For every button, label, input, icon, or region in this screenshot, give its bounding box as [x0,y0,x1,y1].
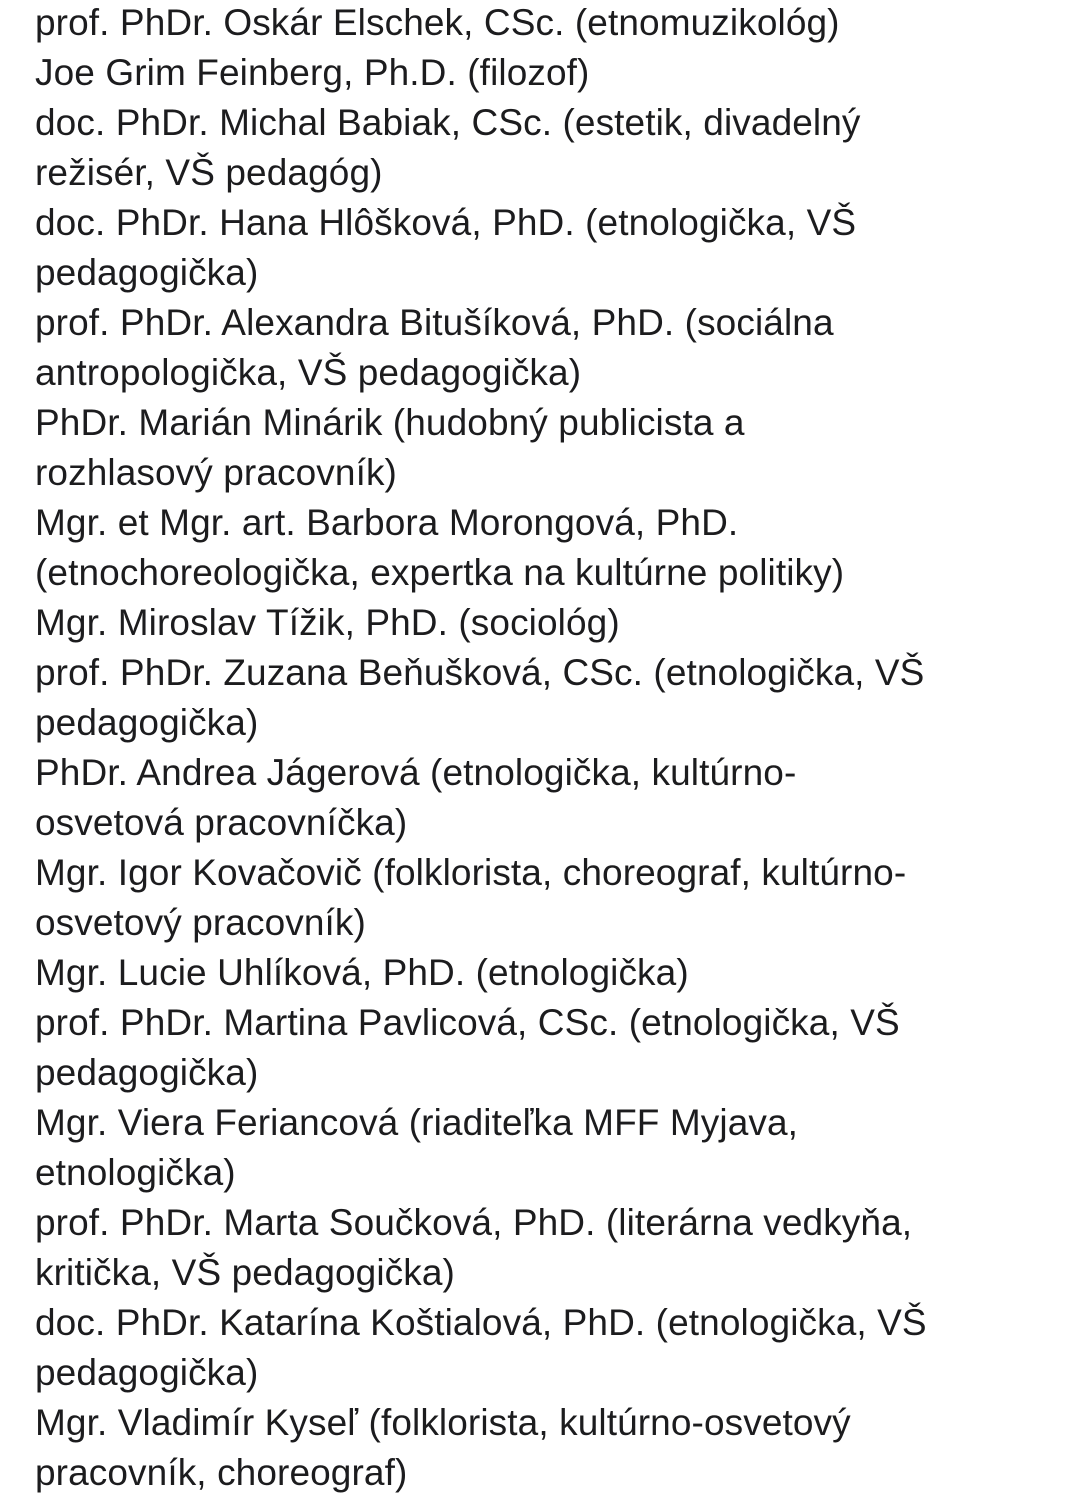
text-line: doc. PhDr. Michal Babiak, CSc. (estetik, divadelný [35,102,861,143]
text-line: Mgr. Vladimír Kyseľ (folklorista, kultúrno-osvetový [35,1402,851,1443]
text-line: prof. PhDr. Alexandra Bitušíková, PhD. (sociálna [35,302,834,343]
text-line: prof. PhDr. Martina Pavlicová, CSc. (etnologička, VŠ [35,1002,900,1043]
text-line: Mgr. Viera Feriancová (riaditeľka MFF Myjava, [35,1102,799,1143]
text-line: prof. PhDr. Marta Součková, PhD. (literárna vedkyňa, [35,1202,913,1243]
text-line: Mgr. et Mgr. art. Barbora Morongová, PhD. [35,502,739,543]
text-line: doc. PhDr. Katarína Koštialová, PhD. (etnologička, VŠ [35,1302,927,1343]
text-line: pracovník, choreograf) [35,1452,408,1493]
text-line: pedagogička) [35,1352,259,1393]
text-line: doc. PhDr. Hana Hlôšková, PhD. (etnologička, VŠ [35,202,857,243]
text-line: Mgr. Miroslav Tížik, PhD. (sociológ) [35,602,620,643]
text-line: pedagogička) [35,702,259,743]
text-line: (etnochoreologička, expertka na kultúrne politiky) [35,552,845,593]
text-line: prof. PhDr. Zuzana Beňušková, CSc. (etnologička, VŠ [35,652,925,693]
text-line: Joe Grim Feinberg, Ph.D. (filozof) [35,52,590,93]
text-line: antropologička, VŠ pedagogička) [35,352,582,393]
document-text [35,0,1065,1498]
text-line: osvetový pracovník) [35,902,366,943]
text-line: prof. PhDr. Oskár Elschek, CSc. (etnomuzikológ) [35,2,840,43]
text-line: PhDr. Andrea Jágerová (etnologička, kultúrno- [35,752,797,793]
text-line: režisér, VŠ pedagóg) [35,152,383,193]
text-line: Mgr. Igor Kovačovič (folklorista, choreograf, kultúrno- [35,852,907,893]
text-line: kritička, VŠ pedagogička) [35,1252,455,1293]
text-line: pedagogička) [35,1052,259,1093]
text-line: etnologička) [35,1152,236,1193]
text-line: PhDr. Marián Minárik (hudobný publicista a [35,402,745,443]
text-line: rozhlasový pracovník) [35,452,397,493]
text-line: Mgr. Lucie Uhlíková, PhD. (etnologička) [35,952,689,993]
text-line: osvetová pracovníčka) [35,802,408,843]
text-line: pedagogička) [35,252,259,293]
